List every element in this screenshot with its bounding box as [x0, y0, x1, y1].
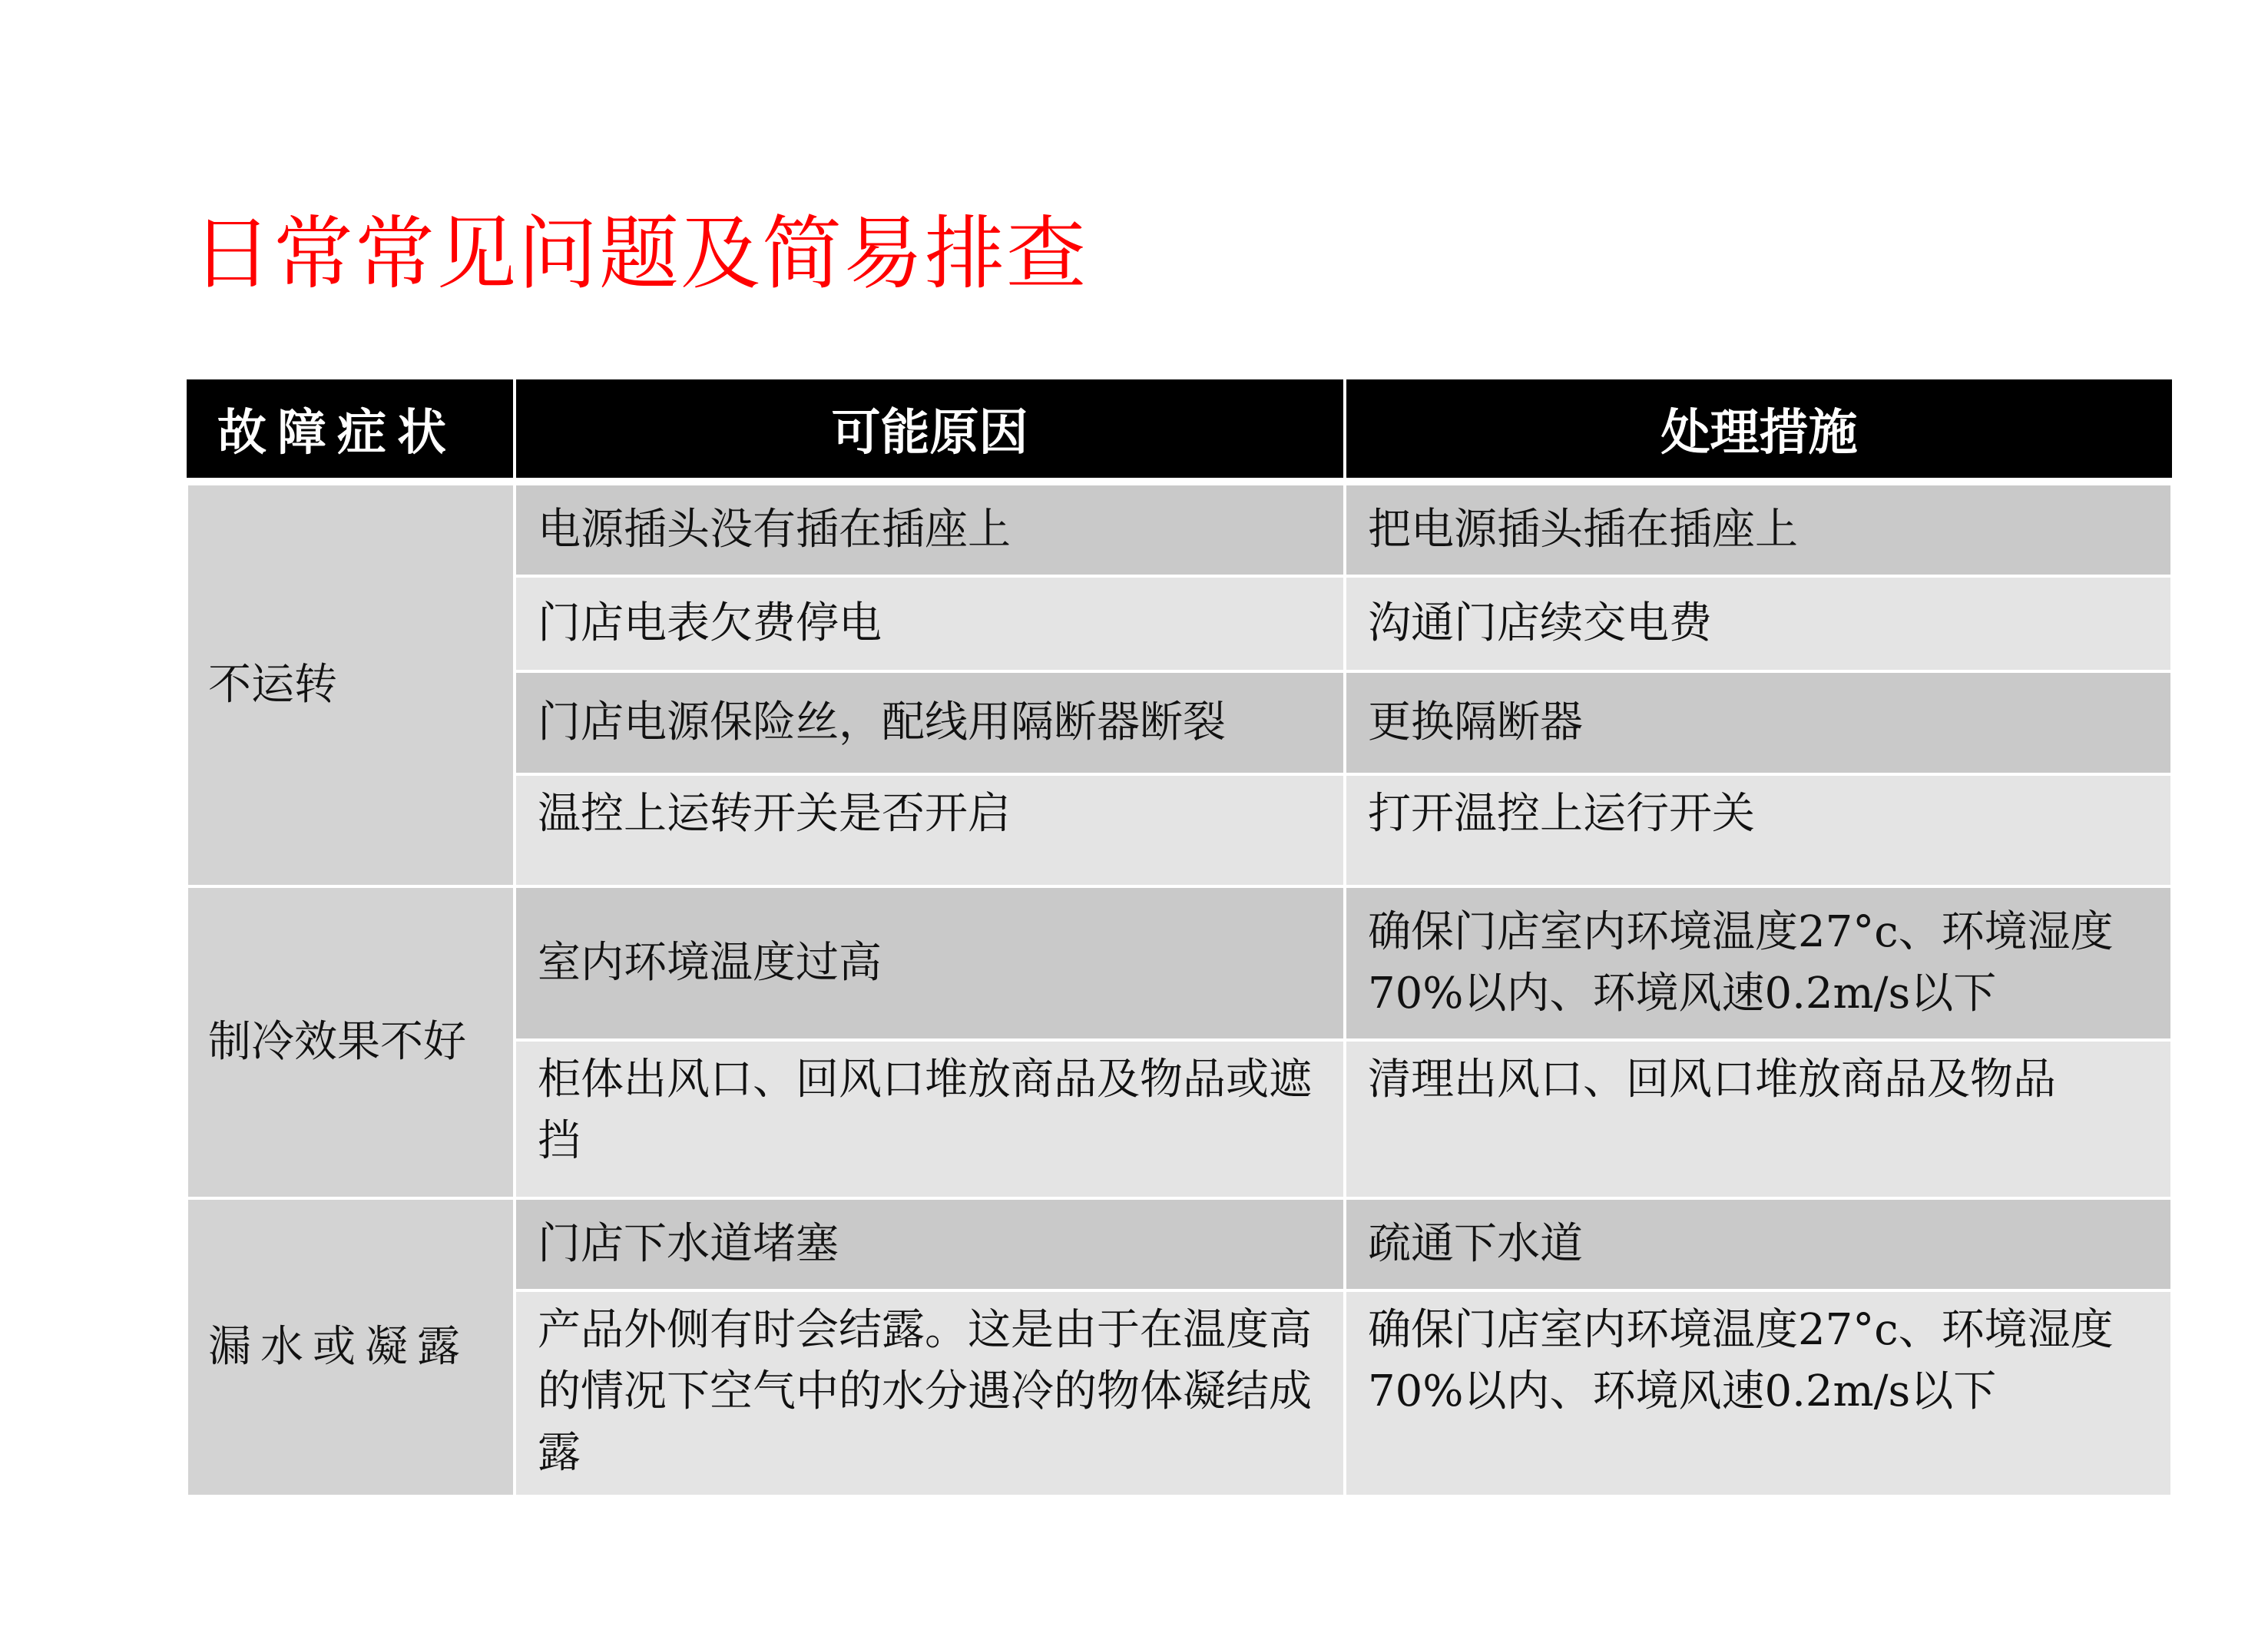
solution-cell: 确保门店室内环境温度27°c、环境湿度70%以内、环境风速0.2m/s以下	[1345, 1290, 2172, 1496]
table-row	[187, 1198, 2172, 1290]
cause-cell: 电源插头没有插在插座上	[515, 482, 1345, 576]
solution-cell: 把电源插头插在插座上	[1345, 482, 2172, 576]
solution-cell: 疏通下水道	[1345, 1198, 2172, 1290]
cause-cell: 门店下水道堵塞	[515, 1198, 1345, 1290]
table-row	[187, 886, 2172, 1040]
troubleshooting-table	[185, 379, 2174, 1498]
cause-cell: 门店电表欠费停电	[515, 576, 1345, 671]
symptom-cell: 漏水或凝露	[187, 1198, 515, 1496]
cause-cell: 门店电源保险丝，配线用隔断器断裂	[515, 671, 1345, 774]
solution-cell: 打开温控上运行开关	[1345, 774, 2172, 886]
cause-cell: 室内环境温度过高	[515, 886, 1345, 1040]
solution-cell: 沟通门店续交电费	[1345, 576, 2172, 671]
symptom-cell: 制冷效果不好	[187, 886, 515, 1198]
cause-cell: 柜体出风口、回风口堆放商品及物品或遮挡	[515, 1040, 1345, 1198]
troubleshooting-table-container	[185, 379, 2170, 1498]
solution-cell: 更换隔断器	[1345, 671, 2172, 774]
header-cause: 可能原因	[515, 379, 1345, 482]
table-header-row	[187, 379, 2172, 482]
table-row	[187, 482, 2172, 576]
header-symptom: 故障症状	[187, 379, 515, 482]
cause-cell: 产品外侧有时会结露。这是由于在温度高的情况下空气中的水分遇冷的物体凝结成露	[515, 1290, 1345, 1496]
solution-cell: 确保门店室内环境温度27°c、环境湿度70%以内、环境风速0.2m/s以下	[1345, 886, 2172, 1040]
page-title: 日常常见问题及简易排查	[192, 207, 1088, 300]
header-solution: 处理措施	[1345, 379, 2172, 482]
solution-cell: 清理出风口、回风口堆放商品及物品	[1345, 1040, 2172, 1198]
symptom-cell: 不运转	[187, 482, 515, 886]
cause-cell: 温控上运转开关是否开启	[515, 774, 1345, 886]
